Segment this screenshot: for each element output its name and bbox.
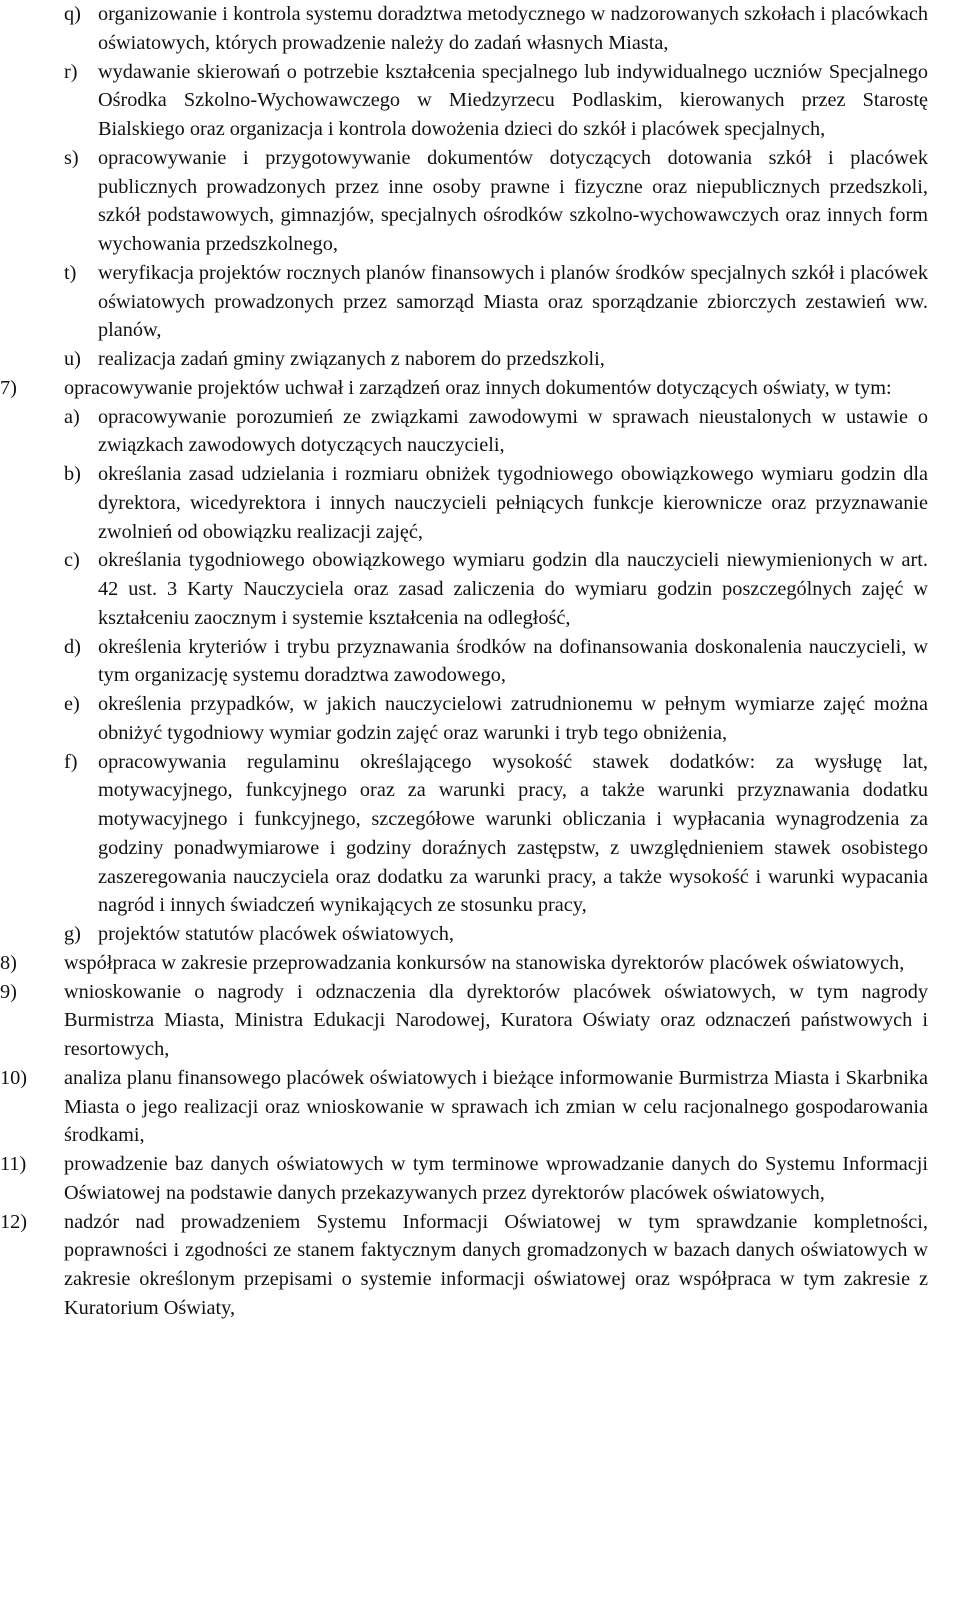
item-label: a): [64, 405, 80, 428]
item-label: t): [64, 261, 77, 284]
item-label: e): [64, 693, 80, 715]
item-number: 10): [0, 1066, 28, 1089]
item-label: d): [64, 635, 81, 658]
list-item-q: [64, 0, 928, 58]
list-item-t: [64, 259, 928, 345]
item-text: wnioskowanie o nagrody i odznaczenia dla dyrektorów placówek oświatowych, w tym nagrody Burmistrza Miasta, Ministra Edukacji Narodowej, Kuratora Oświaty oraz odznaczeń państwowych i resortowych,: [64, 980, 928, 1060]
item-text: prowadzenie baz danych oświatowych w tym terminowe wprowadzanie danych do Systemu Informacji Oświatowej na podstawie danych przekazywanych przez dyrektorów placówek oświatowych,: [64, 1153, 928, 1204]
item-text: opracowywania regulaminu określającego wysokość stawek dodatków: za wysługę lat, motywacyjnego, funkcyjnego oraz za warunki pracy, a także warunki przyznawania dodatku motywacyjnego i funkcyjnego, szczegółowe warunki obliczania i wypłacania wynagrodzenia za godziny ponadwymiarowe i godziny doraźnych zastępstw, z uwzględnieniem stawek osobistego zaszeregowania nauczyciela oraz dodatku za warunki pracy, a także wysokość i warunki wypacania nagród i innych świadczeń wynikających ze stosunku pracy,: [98, 750, 928, 917]
list-item-11: [0, 1150, 928, 1208]
item-number: 7): [0, 376, 17, 399]
list-item-s: [64, 144, 928, 259]
item-number: 12): [0, 1210, 28, 1233]
item-text: nadzór nad prowadzeniem Systemu Informacji Oświatowej w tym sprawdzanie kompletności, poprawności i zgodności ze stanem faktycznym danych gromadzonych w bazach danych oświatowych w zakresie określonym przepisami o systemie informacji oświatowej oraz współpraca w tym zakresie z Kuratorium Oświaty,: [64, 1210, 928, 1319]
item-text: współpraca w zakresie przeprowadzania konkursów na stanowiska dyrektorów placówek oświatowych,: [64, 951, 905, 974]
item-number: 9): [0, 980, 17, 1003]
item-label: f): [64, 750, 78, 773]
list-item-u: [64, 345, 928, 374]
item-text: weryfikacja projektów rocznych planów finansowych i planów środków specjalnych szkół i placówek oświatowych prowadzonych przez samorząd Miasta oraz sporządzanie zbiorczych zestawień ww. planów,: [98, 261, 928, 342]
item-text: określenia przypadków, w jakich nauczycielowi zatrudnionemu w pełnym wymiarze zajęć można obniżyć tygodniowy wymiar godzin zajęć oraz warunki i tryb tego obniżenia,: [98, 693, 928, 744]
list-item-r: [64, 58, 928, 144]
item-text: określenia kryteriów i trybu przyznawania środków na dofinansowania doskonalenia nauczycieli, w tym organizację systemu doradztwa zawodowego,: [98, 635, 928, 687]
item-label: r): [64, 60, 78, 83]
list-item-a: [64, 403, 928, 461]
item-label: b): [64, 463, 81, 485]
item-text: wydawanie skierowań o potrzebie kształcenia specjalnego lub indywidualnego uczniów Specjalnego Ośrodka Szkolno-Wychowawczego w Miedzyrzecu Podlaskim, kierowanych przez Starostę Bialskiego oraz organizacja i kontrola dowożenia dzieci do szkół i placówek specjalnych,: [98, 60, 928, 140]
list-item-g: [64, 920, 928, 949]
list-item-9: [0, 978, 928, 1064]
list-item-10: [0, 1064, 928, 1150]
item-text: opracowywanie i przygotowywanie dokumentów dotyczących dotowania szkół i placówek publicznych prowadzonych przez inne osoby prawne i fizyczne oraz niepublicznych przedszkoli, szkół podstawowych, gimnazjów, specjalnych ośrodków szkolno-wychowawczych oraz innych form wychowania przedszkolnego,: [98, 146, 928, 255]
list-item-b: [64, 460, 928, 546]
list-item-12: [0, 1208, 928, 1323]
item-label: c): [64, 549, 80, 572]
list-item-c: [64, 546, 928, 632]
item-text: analiza planu finansowego placówek oświatowych i bieżące informowanie Burmistrza Miasta i Skarbnika Miasta o jego realizacji oraz wnioskowanie w sprawach ich zmian w celu racjonalnego gospodarowania środkami,: [64, 1066, 928, 1147]
item-label: s): [64, 146, 79, 169]
item-text: projektów statutów placówek oświatowych,: [98, 923, 454, 945]
item-text: opracowywanie projektów uchwał i zarządzeń oraz innych dokumentów dotyczących oświaty, w tym:: [64, 376, 892, 399]
item-label: g): [64, 923, 81, 945]
item-text: określania zasad udzielania i rozmiaru obniżek tygodniowego obowiązkowego wymiaru godzin dla dyrektora, wicedyrektora i innych nauczycieli pełniących funkcje kierownicze oraz przyznawanie zwolnień od obowiązku realizacji zajęć,: [98, 463, 928, 543]
list-item-7: [0, 374, 928, 403]
list-item-f: [64, 748, 928, 921]
item-number: 8): [0, 951, 17, 974]
item-text: realizacja zadań gminy związanych z naborem do przedszkoli,: [98, 348, 605, 370]
item-text: organizowanie i kontrola systemu doradztwa metodycznego w nadzorowanych szkołach i placówkach oświatowych, których prowadzenie należy do zadań własnych Miasta,: [98, 3, 928, 54]
item-number: 11): [0, 1153, 27, 1175]
item-label: q): [64, 3, 81, 25]
list-item-8: [0, 949, 928, 978]
item-label: u): [64, 348, 81, 370]
list-item-d: [64, 633, 928, 691]
list-item-e: [64, 690, 928, 748]
item-text: określania tygodniowego obowiązkowego wymiaru godzin dla nauczycieli niewymienionych w art. 42 ust. 3 Karty Nauczyciela oraz zasad zaliczenia do wymiaru godzin poszczególnych zajęć w kształceniu zaocznym i systemie kształcenia na odległość,: [98, 549, 928, 629]
item-text: opracowywanie porozumień ze związkami zawodowymi w sprawach nieustalonych w ustawie o związkach zawodowych dotyczących nauczycieli,: [98, 405, 928, 457]
